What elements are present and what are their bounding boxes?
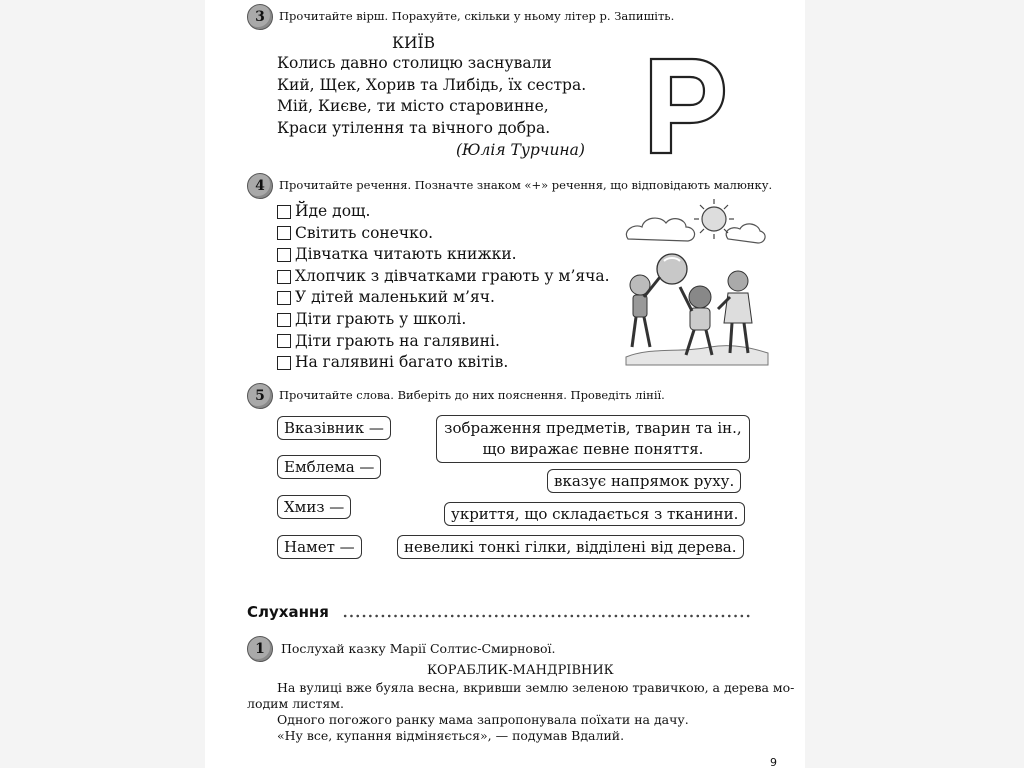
big-letter-r-outline	[646, 55, 726, 155]
definition-box-emblem[interactable]	[436, 415, 750, 463]
exercise-4-instruction: Прочитайте речення. Позначте знаком «+» речення, що відповідають малюнку.	[279, 178, 773, 192]
story-line: «Ну все, купання відміняється», — подумав Вдалий.	[277, 728, 625, 743]
checkbox[interactable]	[277, 226, 291, 240]
sentence-text: Діти грають на галявині.	[295, 331, 500, 350]
exercise-3-number: 3	[247, 4, 273, 30]
section-heading: Слухання	[247, 603, 329, 621]
poem-line: Кий, Щек, Хорив та Либідь, їх сестра.	[277, 75, 587, 94]
story-title: КОРАБЛИК-МАНДРІВНИК	[427, 663, 614, 678]
poem-line: Краси утілення та вічного добра.	[277, 118, 551, 137]
definition-box-tent[interactable]: укриття, що складається з тканини.	[444, 502, 745, 526]
definition-box-brushwood[interactable]: невеликі тонкі гілки, відділені від дерева.	[397, 535, 744, 559]
exercise-3-instruction: Прочитайте вірш. Порахуйте, скільки у ньому літер р. Запишіть.	[279, 9, 675, 23]
checkbox[interactable]	[277, 356, 291, 370]
exercise-4-number: 4	[247, 173, 273, 199]
left-margin	[0, 0, 205, 768]
sentence-list	[277, 201, 610, 374]
definition-line: зображення предметів, тварин та ін.,	[444, 419, 742, 437]
list-item	[277, 287, 610, 309]
sentence-text: На галявині багато квітів.	[295, 353, 509, 372]
story-paragraph	[247, 680, 795, 744]
word-box-brushwood[interactable]: Хмиз —	[277, 495, 351, 519]
list-item	[277, 201, 610, 223]
poem-title: КИЇВ	[392, 34, 436, 52]
sentence-text: Дівчатка читають книжки.	[295, 245, 517, 264]
checkbox[interactable]	[277, 205, 291, 219]
exercise-5-instruction: Прочитайте слова. Виберіть до них пояснення. Проведіть лінії.	[279, 388, 665, 402]
checkbox[interactable]	[277, 334, 291, 348]
definition-box-pointer[interactable]: вказує напрямок руху.	[547, 469, 741, 493]
poem-line: Мій, Києве, ти місто старовинне,	[277, 97, 549, 115]
exercise-5-number: 5	[247, 383, 273, 409]
story-line: Одного погожого ранку мама запропонувала поїхати на дачу.	[277, 712, 689, 727]
checkbox[interactable]	[277, 291, 291, 305]
list-item	[277, 352, 610, 374]
sentence-text: У дітей маленький м’яч.	[295, 288, 495, 307]
checkbox[interactable]	[277, 313, 291, 327]
story-line: На вулиці вже буяла весна, вкривши землю зеленою травичкою, а дерева мо-	[277, 680, 795, 695]
sentence-text: Діти грають у школі.	[295, 310, 467, 329]
children-playing-illustration	[620, 197, 770, 367]
dotted-divider	[342, 614, 750, 618]
list-item	[277, 223, 610, 245]
word-box-tent[interactable]: Намет —	[277, 535, 362, 559]
word-box-pointer[interactable]: Вказівник —	[277, 416, 391, 440]
sentence-text: Йде дощ.	[295, 202, 371, 221]
page-number: 9	[770, 756, 777, 769]
poem-line: Колись давно столицю заснували	[277, 54, 552, 72]
list-item	[277, 309, 610, 331]
right-margin	[804, 0, 1024, 768]
list-item	[277, 331, 610, 353]
checkbox[interactable]	[277, 270, 291, 284]
list-item	[277, 244, 610, 266]
definition-line: що виражає певне поняття.	[482, 440, 704, 458]
story-line: лодим листям.	[247, 696, 344, 711]
poem	[277, 53, 586, 139]
exercise-1-number: 1	[247, 636, 273, 662]
word-box-emblem[interactable]: Емблема —	[277, 455, 381, 479]
sentence-text: Світить сонечко.	[295, 223, 434, 242]
sentence-text: Хлопчик з дівчатками грають у м’яча.	[295, 266, 610, 285]
poem-author: (Юлія Турчина)	[456, 141, 585, 159]
checkbox[interactable]	[277, 248, 291, 262]
exercise-1-instruction: Послухай казку Марії Солтис-Смирнової.	[281, 641, 556, 656]
list-item	[277, 266, 610, 288]
